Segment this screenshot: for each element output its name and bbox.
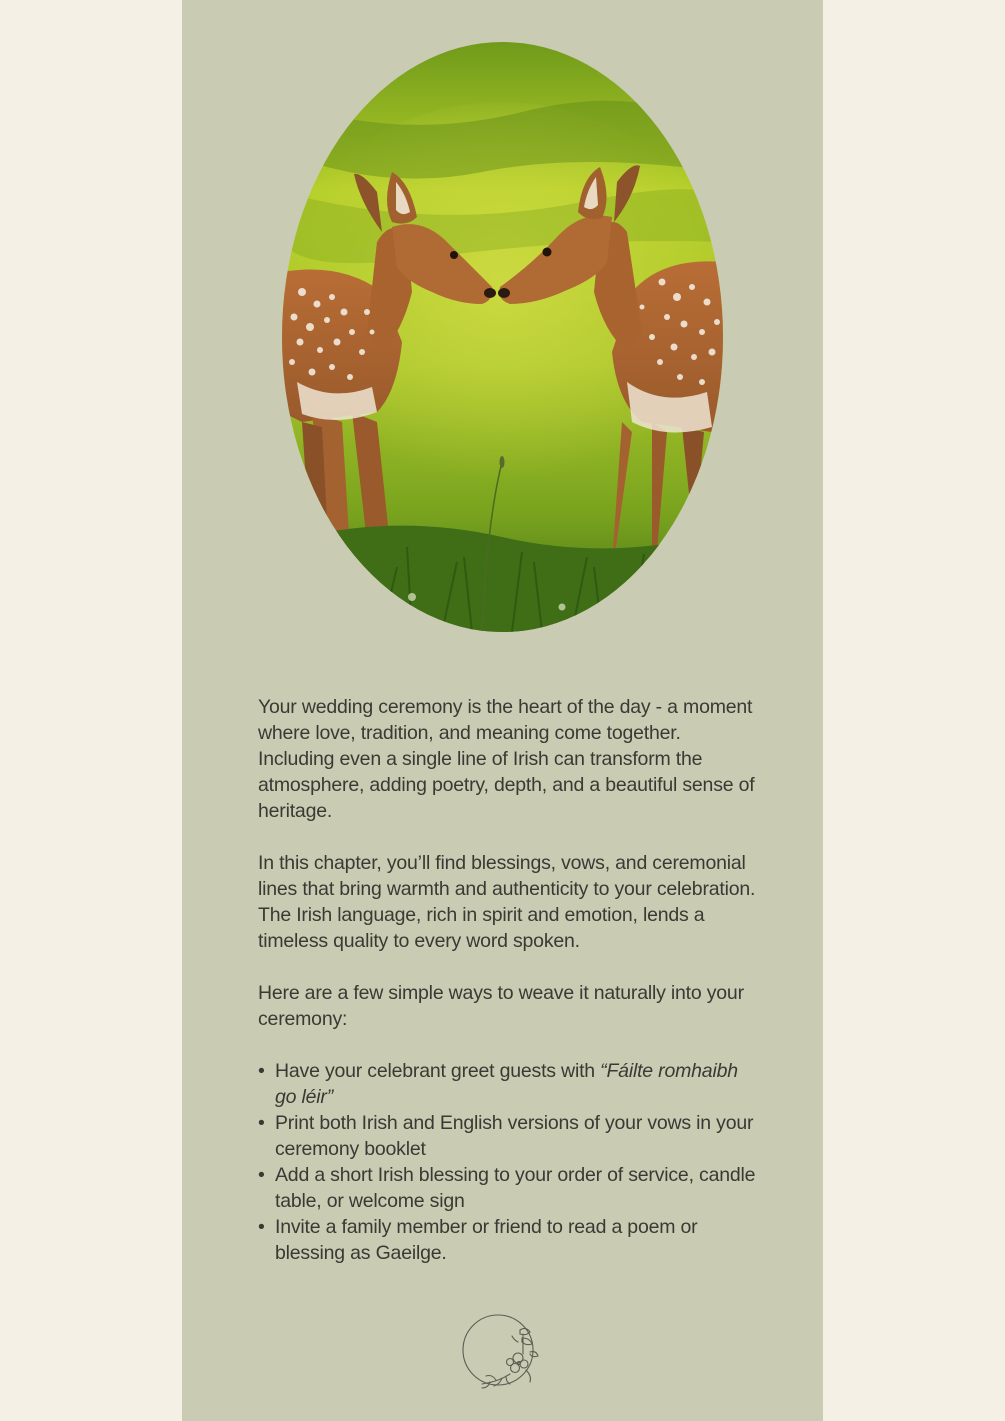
tips-list-item: • Invite a family member or friend to read a poem or blessing as Gaeilge. — [275, 1214, 758, 1266]
floral-wreath-icon — [460, 1312, 546, 1392]
body-text — [258, 694, 758, 1266]
floral-wreath-logo — [460, 1312, 546, 1392]
tips-list-item: • Add a short Irish blessing to your order of service, candle table, or welcome sign — [275, 1162, 758, 1214]
fawns-photo — [282, 42, 723, 632]
tips-list-item: • Print both Irish and English versions of your vows in your ceremony booklet — [275, 1110, 758, 1162]
tips-list — [258, 1058, 758, 1266]
intro-paragraph-2: In this chapter, you’ll find blessings, vows, and ceremonial lines that bring warmth and authenticity to your celebration. The Irish language, rich in spirit and emotion, lends a timeless quality to every word spoken. — [258, 852, 756, 952]
tip-1-irish-quote: “Fáilte romhaibh go léir” — [275, 1060, 738, 1108]
two-fawns-touching-noses-icon — [282, 42, 723, 632]
intro-paragraph-3: Here are a few simple ways to weave it naturally into your ceremony: — [258, 982, 744, 1030]
content-panel — [182, 0, 823, 1421]
tip-1-text: Have your celebrant greet guests with — [275, 1060, 601, 1082]
intro-paragraph-1: Your wedding ceremony is the heart of the day - a moment where love, tradition, and meaning come together. Including even a single line of Irish can transform the atmosphere, adding poetry, depth, and a beautiful sense of heritage. — [258, 696, 755, 822]
tips-list-item — [275, 1058, 758, 1110]
